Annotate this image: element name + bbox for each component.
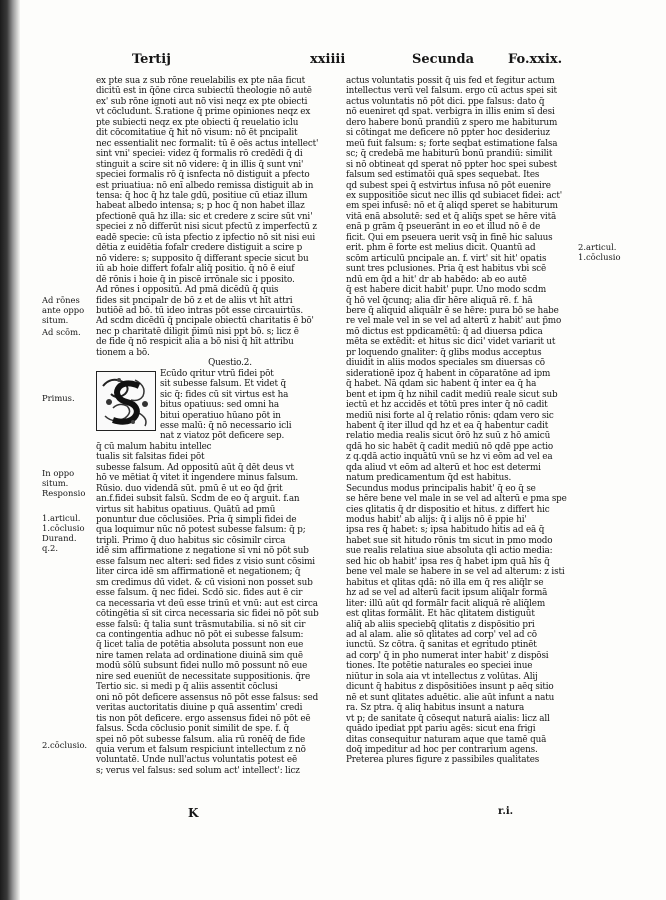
text-line: nō videre: s; supposito q̄ differant specie sicut bu [96, 253, 309, 264]
text-line: ad al alam. alie sō qlitates ad corp' vel ad cō [346, 630, 537, 641]
text-line: habeat albedo intensa; s; p hoc q̄ non habet illaz [96, 201, 305, 212]
text-line: bent et ipm q̄ hz nihil cadit mediū reale sicut sub [346, 389, 558, 400]
text-line: tualis sit falsitas fidei pōt [96, 452, 205, 463]
margin-note: situm. [42, 478, 69, 488]
text-line: falsum sed estimatōi quā spes sequebat. Ites [346, 170, 540, 181]
text-line: ditas consequitur naturam aque que tamē quā [346, 734, 547, 745]
text-line: Rūsio. duo videndā sūt. pmū ē ut eo q̄d ḡrit [96, 483, 283, 494]
text-line: quia verum et falsum respiciunt intellectum z nō [96, 745, 306, 755]
text-line: niūtur in sola aia vt intellectus z volūtas. Alij [346, 671, 538, 682]
text-line: quādo ipediat ppt pariu agēs: sicut ena frigi [346, 724, 536, 735]
text-line: sc; q̄ credebā me habiturū bonū prandiū: similit [346, 149, 553, 160]
text-line: meū fuit falsum: s; forte seqbat estimatione falsa [346, 138, 558, 149]
text-line: q̄ habet. Nā qdam sic habent q̄ inter ea q̄ ha [346, 379, 537, 390]
text-line: diuidit in aliis modos speciales sm diuersas cō [346, 358, 545, 369]
text-line: nō eueniret qd spat. verbigra in illis enim sī desi [346, 107, 555, 118]
text-line: sit subesse falsum. Et videt q̄ [160, 379, 286, 390]
text-line: nat z viatoz pōt deficere sep. [160, 431, 285, 442]
margin-note: ante oppo [42, 305, 85, 315]
text-line: nire sed eueniūt de necessitate suppositionis. q̄re [96, 671, 311, 682]
text-line: fides sit pncipalr de bō z et de aliis vt hīt attri [96, 295, 293, 306]
margin-note: 1.articul. [42, 513, 81, 523]
text-line: voluntatē. Unde null'actus voluntatis potest eē [96, 755, 298, 766]
text-line: est priuatiua: nō enī albedo remissa distiguit ab in [96, 180, 314, 191]
text-line: subesse falsum. Ad oppositū aūt q̄ dēt deus vt [96, 462, 294, 473]
text-line: ad corp' q̄ in pho numerat inter habit' z dispōsi [346, 650, 549, 661]
text-line: scōm articulū pncipale an. f. virt' sit hit' opatis [346, 253, 547, 264]
text-line: nec essentialit nec formalit: tū ē oēs actus intellect' [96, 138, 319, 149]
text-line: siderationē ipoz q̄ habent in cōparatōne ad ipm [346, 368, 551, 379]
text-line: tensa: q̄ hoc q̄ hz tale gdū, positiue cū etiaz illum [96, 190, 308, 201]
text-line: doq̄ impeditur ad hoc per contrarium agens. [346, 745, 538, 755]
text-line: Secundus modus principalis habit' q̄ eo q̄ se [346, 483, 536, 494]
text-line: ca necessaria vt deū esse trinū et vnū: aut est circa [96, 598, 318, 609]
text-line: eadē specie: cū ista pfectio z ipfectio nō sit nisi eui [96, 232, 316, 243]
margin-note: Responsio [42, 488, 86, 498]
text-line: Ad rōnes i oppositū. Ad pmā dicēdū q̄ quis [96, 285, 279, 296]
text-line: q̄ cū malum habitu intellec [96, 441, 212, 452]
text-line: ponuntur due cōclusiōes. Pria q̄ simpli fidei de [96, 515, 297, 526]
header-center: xxiiii [310, 52, 346, 67]
text-line: vitā enā absolutē: sed et q̄ aliq̄s spet se hēre vitā [346, 211, 557, 222]
question-heading: Questio.2. [208, 358, 252, 369]
margin-note: Ad scōm. [42, 327, 81, 337]
text-line: speciei formalis rō q̄ isnfecta nō distiguit a pfecto [96, 170, 310, 181]
text-line: bere q̄ aliquid aliquālr ē se hēre: pura bō se habe [346, 305, 559, 316]
text-line: est qlitas formālit. Et hāc qlitatem distiguūt [346, 609, 535, 620]
text-line: mō dictus est ppdicamētū: q̄ ad diuersa pdica [346, 326, 543, 337]
folio-number: Fo.xxix. [508, 52, 563, 67]
text-line: hz ad se vel ad alterū facit ipsum aliq̄alr formā [346, 588, 548, 599]
text-line: ficit. Qui em pseuera uerit vsq̄ in finē hic saluus [346, 232, 553, 243]
text-line: si nō obtineat qd sperat nō ppter hoc spei subest [346, 159, 557, 170]
margin-note: 2.cōclusio. [42, 740, 88, 750]
text-line: butiōē ad bō. tū ideo intras pōt esse circauirtūs. [96, 305, 303, 316]
decorated-initial [96, 371, 156, 431]
text-line: re vel male vel in se vel ad alterū z habit' aut p̄mo [346, 316, 562, 327]
text-line: esse malū: q̄ nō necessario icli [160, 420, 292, 431]
left-column [96, 76, 324, 806]
header-left: Tertij [132, 52, 171, 67]
text-line: habitus et qlitas qdā: nō illa em q̄ res aliq̄lr se [346, 577, 544, 588]
text-line: stinguit a scire sit nō videre: q̄ in illis q̄ sunt vni' [96, 159, 304, 170]
text-line: Preterea plures figure z passibiles qualitates [346, 755, 540, 766]
margin-note: Ad rōnes [42, 295, 80, 305]
text-line: pfectionē quā hz illa: sic et credere z scire sūt vni' [96, 211, 313, 222]
text-line: ex suppositiōe sicut nec illis qd subiacet fidei: act' [346, 190, 562, 201]
text-line: nē et sunt qlitates aduētic. alie aūt infunt a natu [346, 692, 555, 703]
text-line: intellectus verū vel falsum. ergo cū actus spei sit [346, 86, 557, 97]
text-line: q̄ hō vel q̄cunq; alia dīr hēre aliquā rē. f. hā [346, 295, 533, 306]
text-line: dē rōnis i hoie q̄ in piscē irrōnale sic i pposito. [96, 274, 295, 285]
text-line: ra. Sz ptra. q̄ aliq habitus insunt a natura [346, 703, 525, 714]
margin-note: Primus. [42, 393, 75, 403]
text-line: mediū nisi forte al q̄ relatio rōnis: qdam vero sic [346, 410, 554, 421]
text-line: nire tamen relata ad ordinatione diuinā sim quē [96, 650, 303, 661]
text-line: q̄ est habere dicit habit' pupr. Uno modo scdm [346, 285, 547, 296]
text-line: liter circa idē sm affirmationē et negationem; q̄ [96, 567, 301, 578]
header-mid: Secunda [412, 52, 474, 67]
margin-note: 1.cōclusio [42, 523, 85, 533]
folio-signature: r.i. [498, 806, 514, 817]
text-line: de fide q̄ nō respicit alia a bō nisi q̄ hīt attribu [96, 337, 294, 348]
text-line: s; verus vel falsus: sed solum act' intellect': licz [96, 765, 300, 776]
text-line: qd subest spei q̄ estvirtus infusa nō pōt euenire [346, 180, 551, 191]
text-line: iectū et hz accidēs et tōtū pres inter q̄ nō cadit [346, 400, 548, 411]
text-line: esse falsum. q̄ nec fidei. Scdō sic. fides aut ē cir [96, 588, 303, 599]
text-line: tis non pōt deficere. ergo assensus fidei nō pōt eē [96, 713, 311, 724]
paragraph-block [346, 76, 570, 766]
text-line: z q.qdā actio inquātū vnū se hz vi eōm ad vel ea [346, 452, 553, 463]
text-line: sue realis relatiua siue absoluta qli actio media: [346, 546, 553, 557]
initial-s-icon [97, 372, 155, 430]
text-line: bitui operatiuo hūano pōt in [160, 410, 281, 421]
text-line: sm credimus dū videt. & cū visioni non posset sub [96, 577, 313, 588]
text-line: habent q̄ iter illud qd hz et ea q̄ habentur cadit [346, 420, 549, 431]
text-line: vt p; de sanitate q̄ cōsequt naturā aialis: licz all [346, 713, 550, 724]
text-line: bitus opatiuus: sed omni ha [160, 400, 280, 411]
text-line: erit. phm ē forte est melius dicit. Quantū ad [346, 243, 536, 254]
paragraph-block [96, 285, 324, 358]
text-line: ipsa res q̄ habet: s; ipsa habitudo hitis ad eā q̄ [346, 525, 545, 536]
margin-note: In oppo [42, 468, 75, 478]
text-line: cōtingētia sī sit circa necessaria sic fidei nō pōt sub [96, 609, 319, 620]
right-column [346, 76, 570, 806]
text-line: dētia z euidētia fofalr credere distiguit a scire p [96, 243, 303, 254]
margin-note: 1.cōclusio [578, 252, 621, 262]
text-line: ex pte sua z sub rōne reuelabilis ex pte nāa ficut [96, 76, 306, 86]
text-line: tiones. Ite potētie naturales eo speciei inue [346, 661, 533, 672]
text-line: virtus sit habitus opatiuus. Quātū ad pmū [96, 504, 276, 515]
text-line: esse falsū: q̄ talia sunt trāsmutabilia. si nō sit cir [96, 619, 306, 630]
text-line: qdā ho sic habēt q̄ cadit mediū nō qdē ppe actio [346, 441, 554, 452]
text-line: spei nō pōt subesse falsum. alia rū ronēq̄ de fide [96, 734, 306, 745]
text-line: speciei z nō differūt nisi sicut pfectū z imperfectū z [96, 222, 317, 233]
margin-note: q.2. [42, 543, 59, 553]
text-line: aliq̄ ab aliis speciebq̄ qlitatis z dispōsitio pri [346, 619, 535, 630]
text-line: vt cōcludunt. S.ratione q̄ prime opiniones neqz ex [96, 107, 311, 118]
text-line: qua loquimur nūc nō potest subesse falsum: q̄ p; [96, 525, 306, 536]
text-line: oni nō pōt deficere assensus nō pōt esse falsus: sed [96, 692, 319, 703]
text-line: Ad scdm dicēdū q̄ pncipale obiectū charitatis ē bō' [96, 316, 314, 327]
margin-note: Durand. [42, 533, 77, 543]
margin-note: 2.articul. [578, 242, 617, 252]
text-line: dero habere bonū prandiū z spero me habiturum [346, 117, 558, 128]
margin-note: situm. [42, 315, 69, 325]
text-line: sic q̄: fides cū sit virtus est ha [160, 389, 289, 400]
text-line: cies qlitatis q̄ dr dispositio et hitus. z differt hic [346, 504, 550, 515]
text-line: natum predicamentum q̄d est habitus. [346, 473, 512, 484]
text-line: ca contingentia adhuc nō pōt ei subesse falsum: [96, 630, 304, 641]
paragraph-block [96, 76, 324, 285]
text-line: qd̄a aliud vt eōm ad alterū et hoc est determi [346, 462, 541, 473]
signature-mark: K [188, 806, 199, 820]
gutter-shadow [0, 0, 20, 900]
text-line: tionem a bō. [96, 347, 150, 358]
text-line: modus habit' ab alijs: q̄ i alijs nō ē ppie hi' [346, 515, 527, 526]
text-line: relatio media realis sicut ōrō hz suū z hō amicū [346, 431, 551, 442]
text-line: modū sōlū subsunt fidei nullo mō possunt nō eue [96, 661, 308, 672]
text-line: bene vel male se habere in se vel ad alterum: z isti [346, 567, 565, 578]
text-line: sunt tres pclusiones. Pria q̄ est habitus vbi scē [346, 264, 547, 275]
running-header [96, 52, 586, 72]
text-line: dit cōcomitatiue q̄ ħit nō visum: nō ēt pncipalit [96, 128, 298, 139]
text-line: tripli. Primo q̄ duo habitus sic cōsimilr circa [96, 535, 286, 546]
text-line: nec p charitatē diligit p̄imū nisi ppt bō. s; licz ē [96, 326, 299, 337]
text-line: habet sue sit hitudo rōnis tm sicut in pmo modo [346, 535, 553, 546]
text-line: se hēre bene vel male in se vel ad alterū e pma spe [346, 494, 567, 505]
text-line: iū ab hoie differt fofalr aliq̄ positio. q̄ nō ē eiuf [96, 264, 295, 275]
text-line: actus voluntatis nō pōt dici. ppe falsus: dato q̄ [346, 96, 545, 107]
text-line: pte subiecti neqz ex pte obiecti q̄ reuelatio iclu [96, 117, 299, 128]
text-line: Tertio sic. si medi p q̄ aliis assentit cōclusi [96, 682, 278, 693]
text-line: ex' sub rōne ignoti aut nō visi neqz ex pte obiecti [96, 96, 308, 107]
text-line: mēta se extēdit: et hitus sic dici' videt variarit ut [346, 337, 556, 348]
text-line: pr loquendo gnaliter: q̄ glibs modus acceptus [346, 347, 542, 358]
text-line: an.f.fidei subsit falsū. Scdm de eo q̄ arguit. f.an [96, 494, 300, 505]
text-line: hō ve mētiat q̄ vitet it ingendere minus falsum. [96, 473, 299, 484]
text-line: esse falsum nec alteri: sed fides z visio sunt cōsimi [96, 556, 315, 567]
text-line: sed hic ob habit' ipsa res q̄ habet ipm quā hīs q̄ [346, 556, 550, 567]
text-line: em spei infusē: nō et q̄ aliqd speret se habiturum [346, 201, 558, 212]
text-line: enā p grām q̄ pseuerānt in eo et illud nō ē de [346, 222, 541, 233]
text-line: Ecūdo qritur vtrū fidei pōt [160, 368, 274, 379]
question-block [96, 369, 324, 777]
text-line: veritas auctoritatis diuine p quā assentim' credi [96, 703, 303, 714]
text-line: idē sim affirmatione z negatione sī vni nō pōt sub [96, 546, 309, 557]
text-line: iunctū. Sz cōtra. q̄ sanitas et egritudo ptinēt [346, 640, 537, 651]
text-line: liter: illū aūt qd formālr facit aliquā rē aliq̄lem [346, 598, 546, 609]
text-line: ndū em q̄d a hit' dr ab habēdo: ab eo autē [346, 274, 527, 285]
text-line: q̄ licet talia de potētia absoluta possunt non eue [96, 640, 304, 651]
text-line: si cōtingat me deficere nō ppter hoc desideriuz [346, 128, 550, 139]
text-line: dicitū est in q̄ōne circa subiectū theologie nō autē [96, 86, 312, 97]
text-line: falsus. Scda cōclusio ponit similit de spe. f. q̄ [96, 724, 289, 735]
text-line: dicunt q̄ habitus z dispōsitiōes insunt p aēq sitio [346, 682, 554, 693]
text-line: actus voluntatis possit q̄ uis fed et fegitur actum [346, 76, 555, 86]
text-line: sint vni' speciei: videz q̄ formalis rō credēdi q̄ di [96, 149, 303, 160]
